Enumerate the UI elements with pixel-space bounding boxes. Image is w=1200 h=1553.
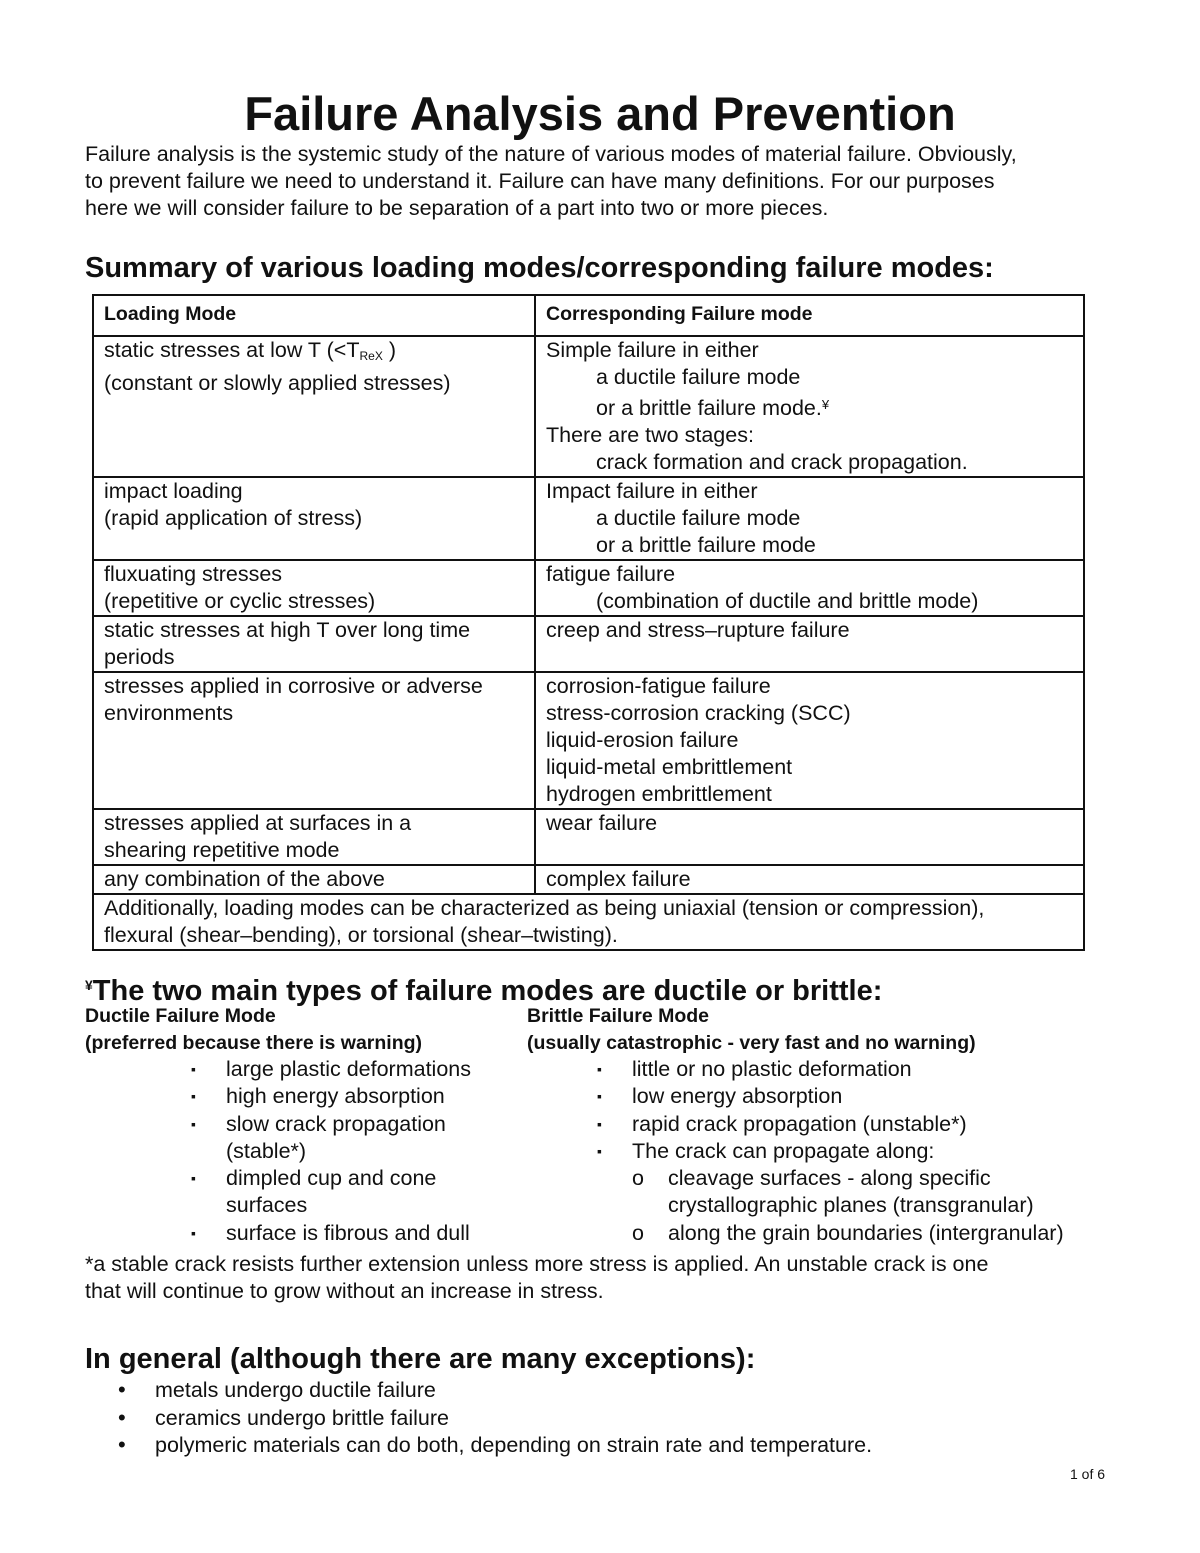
- failure-text: (combination of ductile and brittle mode): [596, 589, 979, 613]
- list-item: [597, 1056, 1064, 1083]
- footnote-line: that will continue to grow without an increase in stress.: [85, 1279, 604, 1303]
- failure-text: creep and stress–rupture failure: [546, 618, 850, 642]
- list-item-continuation: crystallographic planes (transgranular): [668, 1193, 1034, 1218]
- list-item: [118, 1377, 872, 1405]
- ductile-title: Ductile Failure Mode: [85, 1005, 276, 1027]
- failure-text: liquid-metal embrittlement: [546, 755, 793, 779]
- failure-types-heading: [85, 968, 882, 1008]
- list-item: [191, 1220, 471, 1247]
- list-item-text: slow crack propagation: [226, 1111, 446, 1136]
- list-item: [118, 1432, 873, 1460]
- ductile-list: [191, 1056, 471, 1247]
- list-item-text: low energy absorption: [632, 1084, 843, 1109]
- failure-cell: [535, 560, 1084, 616]
- summary-heading: Summary of various loading modes/corresponding failure modes:: [85, 252, 994, 284]
- failure-text: a ductile failure mode: [596, 506, 801, 530]
- loading-text: (rapid application of stress): [104, 506, 363, 530]
- square-bullet-icon: ▪: [191, 1088, 196, 1105]
- failure-cell: [535, 809, 1084, 865]
- table-note-row: [93, 894, 1084, 950]
- failure-cell: [535, 672, 1084, 809]
- failure-cell: complex failure: [535, 865, 1084, 894]
- brittle-list: [597, 1056, 1064, 1247]
- loading-text: stresses applied in corrosive or adverse: [104, 674, 483, 698]
- loading-text: stresses applied at surfaces in a: [104, 811, 412, 835]
- table-note-cell: [93, 894, 1084, 950]
- loading-text: fluxuating stresses: [104, 562, 283, 586]
- ductile-column: [85, 1003, 422, 1057]
- square-bullet-icon: ▪: [597, 1142, 602, 1159]
- list-item-text: little or no plastic deformation: [632, 1057, 912, 1081]
- list-item: [191, 1083, 471, 1110]
- sub-list: [632, 1165, 1064, 1247]
- list-item: [597, 1083, 1064, 1110]
- failure-text: fatigue failure: [546, 562, 676, 586]
- list-item: [597, 1138, 1064, 1165]
- list-item-text: high energy absorption: [226, 1084, 445, 1109]
- table-header-row: [93, 295, 1084, 336]
- failure-text: Simple failure in either: [546, 338, 759, 362]
- loading-text: (repetitive or cyclic stresses): [104, 589, 376, 613]
- brittle-column: [527, 1003, 976, 1057]
- failure-text: or a brittle failure mode: [596, 533, 816, 557]
- list-item-text: ceramics undergo brittle failure: [155, 1405, 449, 1430]
- yen-footnote-mark: ¥: [821, 397, 830, 412]
- failure-text: a ductile failure mode: [596, 365, 801, 389]
- list-item-text: The crack can propagate along:: [632, 1138, 935, 1163]
- list-item: [118, 1404, 872, 1433]
- failure-cell: [535, 616, 1084, 672]
- loading-text: static stresses at high T over long time: [104, 618, 471, 642]
- sub-list-item: [632, 1165, 1064, 1192]
- table-row: [93, 865, 1084, 894]
- loading-cell: [93, 336, 535, 477]
- failure-text: Impact failure in either: [546, 479, 758, 503]
- table-row: [93, 809, 1084, 865]
- header-failure-mode: Corresponding Failure mode: [535, 295, 1084, 336]
- failure-cell: [535, 477, 1084, 560]
- list-item-text: along the grain boundaries (intergranular): [668, 1220, 1064, 1245]
- general-heading: In general (although there are many exceptions):: [85, 1343, 756, 1375]
- loading-cell: [93, 560, 535, 616]
- list-item: [597, 1111, 1064, 1138]
- table-row: [93, 560, 1084, 616]
- sub-list-item: [632, 1220, 1064, 1247]
- square-bullet-icon: ▪: [191, 1224, 196, 1241]
- intro-paragraph: [85, 141, 1125, 222]
- intro-line: here we will consider failure to be separation of a part into two or more pieces.: [85, 196, 829, 220]
- note-text: flexural (shear–bending), or torsional (shear–twisting).: [104, 923, 618, 947]
- failure-text: stress-corrosion cracking (SCC): [546, 701, 851, 725]
- square-bullet-icon: ▪: [191, 1061, 196, 1077]
- list-item: [191, 1165, 471, 1192]
- failure-cell: [535, 336, 1084, 477]
- list-item-continuation: (stable*): [226, 1138, 307, 1163]
- bullet-icon: •: [118, 1377, 126, 1402]
- list-item-text: large plastic deformations: [226, 1057, 471, 1081]
- loading-text: static stresses at low T (<T: [104, 338, 360, 362]
- failure-text: wear failure: [546, 811, 658, 835]
- failure-text: hydrogen embrittlement: [546, 782, 772, 806]
- bullet-icon: •: [118, 1432, 126, 1457]
- loading-text: periods: [104, 645, 175, 669]
- ductile-subtitle: (preferred because there is warning): [85, 1032, 423, 1054]
- table-row: [93, 477, 1084, 560]
- square-bullet-icon: ▪: [597, 1115, 602, 1132]
- list-item: [191, 1056, 471, 1083]
- loading-modes-table: [92, 294, 1085, 951]
- loading-text: impact loading: [104, 479, 243, 503]
- failure-text: or a brittle failure mode.: [596, 396, 822, 420]
- table-row: [93, 616, 1084, 672]
- loading-cell: [93, 809, 535, 865]
- page-number: 1 of 6: [1070, 1466, 1106, 1482]
- table-row: [93, 336, 1084, 477]
- loading-cell: [93, 672, 535, 809]
- intro-line: to prevent failure we need to understand it. Failure can have many definitions. For our purposes: [85, 169, 995, 193]
- list-item-continuation: surfaces: [226, 1193, 308, 1218]
- list-item: [191, 1111, 471, 1138]
- stable-crack-footnote: [85, 1251, 1125, 1305]
- loading-text: shearing repetitive mode: [104, 838, 340, 862]
- loading-cell: [93, 477, 535, 560]
- square-bullet-icon: ▪: [597, 1061, 602, 1077]
- loading-text: ): [382, 338, 396, 362]
- square-bullet-icon: ▪: [597, 1088, 602, 1105]
- failure-text: There are two stages:: [546, 423, 754, 447]
- loading-cell: [93, 616, 535, 672]
- circle-bullet-icon: o: [632, 1166, 644, 1191]
- loading-cell: any combination of the above: [93, 865, 535, 894]
- list-item-text: metals undergo ductile failure: [155, 1378, 436, 1402]
- failure-text: corrosion-fatigue failure: [546, 674, 771, 698]
- list-item-text: rapid crack propagation (unstable*): [632, 1111, 967, 1136]
- table-row: [93, 672, 1084, 809]
- circle-bullet-icon: o: [632, 1220, 644, 1245]
- intro-line: Failure analysis is the systemic study of the nature of various modes of material failure. Obviously,: [85, 142, 1017, 166]
- square-bullet-icon: ▪: [191, 1115, 196, 1132]
- rex-subscript: ReX: [359, 349, 383, 363]
- heading-text: The two main types of failure modes are ductile or brittle:: [92, 975, 883, 1007]
- list-item-text: polymeric materials can do both, depending on strain rate and temperature.: [155, 1433, 873, 1457]
- page-title: Failure Analysis and Prevention: [244, 87, 956, 140]
- failure-text: liquid-erosion failure: [546, 728, 739, 752]
- bullet-icon: •: [118, 1404, 126, 1430]
- list-item-text: dimpled cup and cone: [226, 1166, 437, 1191]
- loading-text: environments: [104, 701, 234, 725]
- list-item-text: surface is fibrous and dull: [226, 1220, 470, 1245]
- list-item-text: cleavage surfaces - along specific: [668, 1166, 991, 1191]
- general-list: [118, 1377, 873, 1460]
- square-bullet-icon: ▪: [191, 1170, 196, 1187]
- footnote-line: *a stable crack resists further extension unless more stress is applied. An unstable crack is one: [85, 1252, 989, 1276]
- yen-footnote-mark: ¥: [85, 977, 93, 993]
- failure-text: crack formation and crack propagation.: [596, 450, 968, 474]
- brittle-title: Brittle Failure Mode: [527, 1005, 710, 1027]
- brittle-subtitle: (usually catastrophic - very fast and no warning): [527, 1032, 976, 1054]
- note-text: Additionally, loading modes can be characterized as being uniaxial (tension or compression),: [104, 896, 985, 920]
- header-loading-mode: Loading Mode: [93, 295, 535, 336]
- loading-text: (constant or slowly applied stresses): [104, 371, 451, 395]
